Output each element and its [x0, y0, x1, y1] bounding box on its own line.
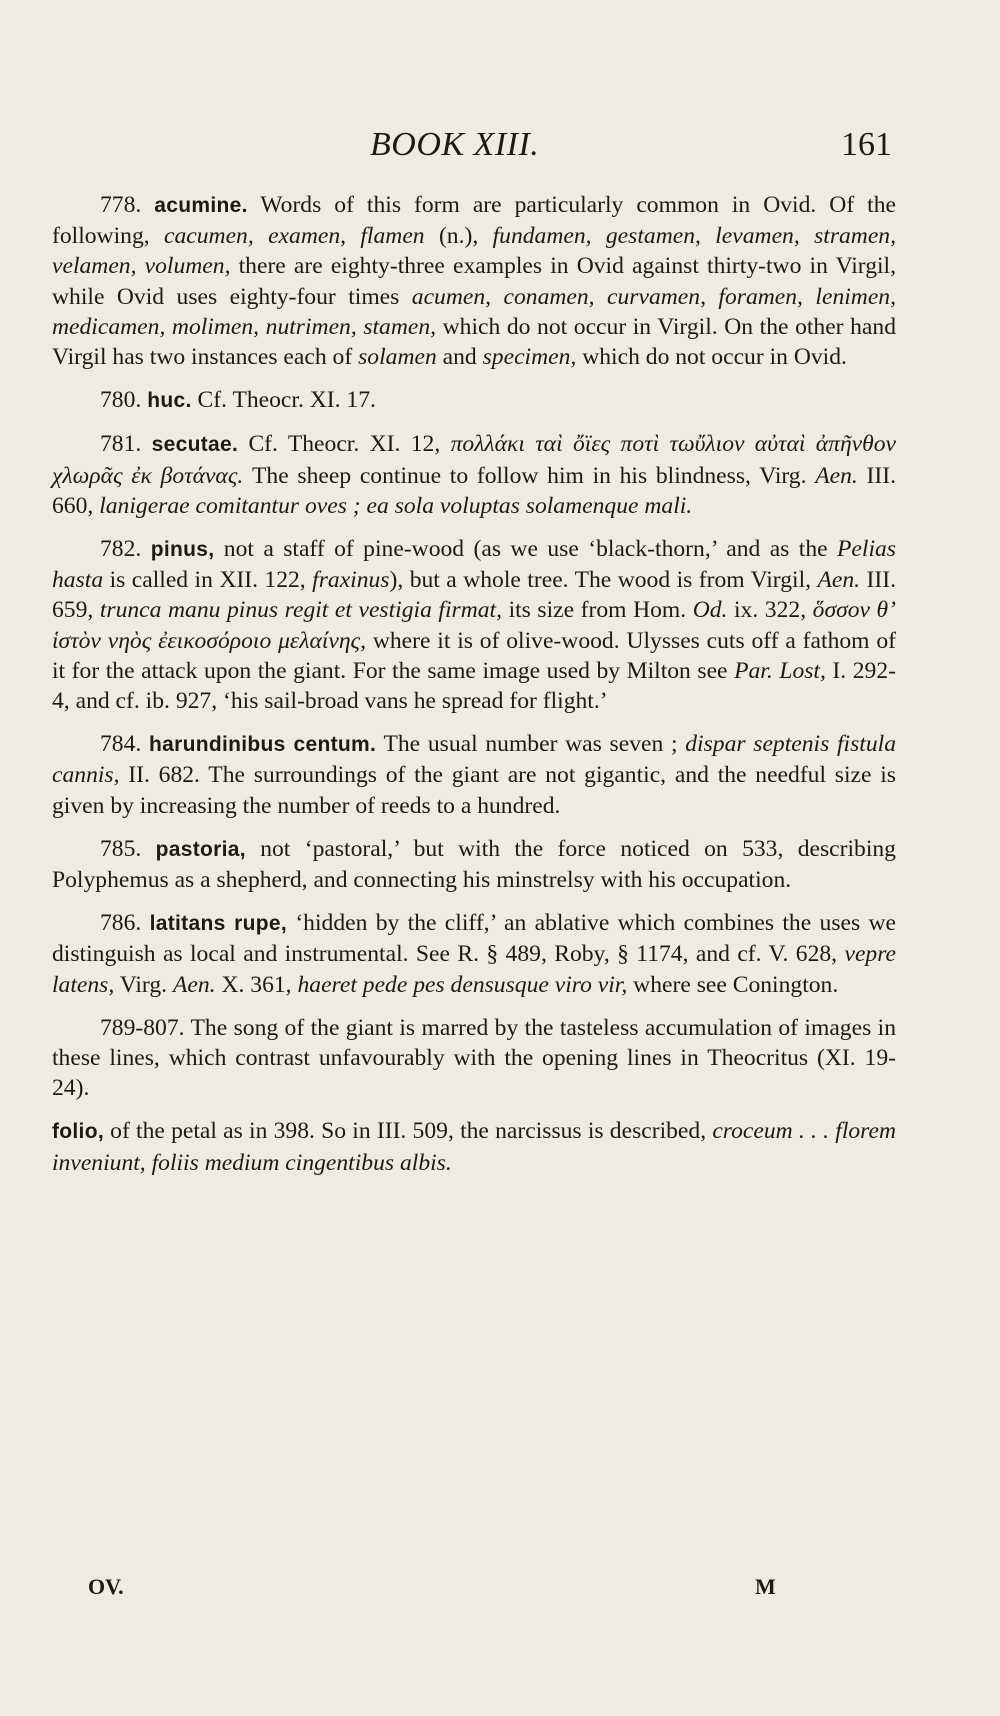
note-text: is called in XII. 122,	[103, 567, 313, 594]
note-text: Cf. Theocr. XI. 17.	[191, 387, 376, 414]
note-text: (n.),	[424, 223, 493, 250]
lemma: secutae.	[151, 433, 239, 457]
latin-quotation: vepre latens,	[52, 941, 896, 998]
commentary-note	[52, 729, 896, 821]
note-text: its size from Hom.	[502, 597, 693, 624]
lemma: pinus,	[150, 538, 215, 562]
latin-quotation: Aen.	[815, 462, 858, 489]
note-text: III. 660,	[52, 462, 896, 519]
commentary-note	[52, 429, 896, 521]
line-reference: 784.	[100, 731, 142, 758]
note-text: The song of the giant is marred by the tasteless accumulation of images in these lines, which contrast unfavourably with the opening lines in Theocritus (XI. 19-24).	[52, 1014, 896, 1102]
note-text: of the petal as in 398. So in III. 509, the narcissus is described,	[103, 1118, 713, 1145]
running-head: BOOK XIII.	[370, 126, 540, 163]
note-text: Cf. Theocr. XI. 12,	[238, 431, 451, 458]
note-text: I. 292-4, and cf. ib. 927, ‘his sail-broad vans he spread for flight.’	[52, 657, 896, 715]
latin-quotation: specimen,	[482, 344, 577, 371]
commentary-note	[52, 1116, 896, 1177]
note-text: which do not occur in Virgil. On the other hand Virgil has two instances each of	[52, 313, 896, 371]
latin-quotation: solamen	[358, 344, 437, 371]
latin-quotation: fraxinus	[312, 567, 390, 594]
note-text: X. 361,	[215, 971, 298, 998]
commentary-note	[52, 908, 896, 1000]
signature-left: OV.	[88, 1574, 124, 1599]
note-text: where see Conington.	[627, 971, 839, 998]
note-text: and	[436, 344, 483, 371]
latin-quotation: lanigerae comitantur oves ; ea sola voluptas solamenque mali.	[99, 492, 693, 519]
latin-quotation: dispar septenis fistula cannis,	[52, 731, 896, 789]
greek-quotation: πολλάκι ταὶ ὄϊες ποτὶ τωὔλιον αὐταὶ ἀπῆνθον χλωρᾶς ἐκ βοτάνας.	[52, 431, 896, 489]
note-text: Virg.	[114, 971, 173, 998]
commentary-note	[52, 1013, 896, 1104]
line-reference: 785.	[100, 835, 142, 862]
note-text: The sheep continue to follow him in his blindness, Virg.	[243, 462, 816, 489]
greek-quotation: ὅσσον θ’ ἱστὸν νηὸς ἐεικοσόροιο μελαίνης,	[52, 597, 896, 654]
lemma: latitans rupe,	[149, 912, 287, 936]
lemma: huc.	[147, 389, 192, 413]
page-number: 161	[841, 126, 892, 163]
latin-quotation: cacumen, examen, flamen	[164, 223, 425, 250]
commentary-note	[52, 534, 896, 716]
note-text: Words of this form are particularly common in Ovid. Of the following,	[52, 192, 896, 250]
latin-quotation: Aen.	[817, 567, 861, 594]
note-text: II. 682. The surroundings of the giant are not gigantic, and the needful size is given by increasing the number of reeds to a hundred.	[52, 762, 896, 819]
line-reference: 780.	[100, 387, 142, 414]
note-text: ‘hidden by the cliff,’ an ablative which combines the uses we distinguish as local and instrumental. See R. § 489, Roby, § 1174, and cf. V. 628,	[52, 910, 896, 968]
note-text: not a staff of pine-wood (as we use ‘black-thorn,’ and as the	[214, 536, 838, 563]
latin-quotation: croceum . . . florem inveniunt, foliis medium cingentibus albis.	[52, 1118, 896, 1176]
note-text: where it is of olive-wood. Ulysses cuts off a fathom of it for the attack upon the giant. For the same image used by Milton see	[52, 627, 896, 684]
note-text: III. 659,	[52, 567, 897, 624]
commentary-body	[52, 190, 896, 1191]
note-text: ), but a whole tree. The wood is from Virgil,	[389, 567, 818, 594]
latin-quotation: Pelias hasta	[52, 536, 896, 594]
latin-quotation: Par. Lost,	[734, 657, 826, 684]
latin-quotation: haeret pede pes densusque viro vir,	[297, 971, 628, 998]
lemma: acumine.	[154, 194, 248, 217]
line-reference: 781.	[100, 431, 142, 458]
note-text: which do not occur in Ovid.	[576, 344, 847, 371]
latin-quotation: trunca manu pinus regit et vestigia firmat,	[99, 597, 503, 624]
signature-right: M	[755, 1574, 776, 1599]
line-reference: 778.	[100, 192, 142, 218]
lemma: harundinibus centum.	[149, 733, 377, 757]
commentary-note	[52, 385, 896, 416]
note-text: ix. 322,	[727, 597, 813, 624]
line-reference: 786.	[100, 910, 142, 937]
page-footer	[0, 1574, 1000, 1614]
note-text: there are eighty-three examples in Ovid against thirty-two in Virgil, while Ovid uses eighty-four times	[52, 253, 897, 310]
line-reference: 789-807.	[100, 1014, 185, 1041]
latin-quotation: acumen, conamen, curvamen, foramen, lenimen, medicamen, molimen, nutrimen, stamen,	[52, 283, 896, 340]
latin-quotation: Od.	[692, 597, 728, 624]
lemma: folio,	[52, 1120, 104, 1144]
latin-quotation: fundamen, gestamen, levamen, stramen, velamen, volumen,	[52, 223, 897, 280]
latin-quotation: Aen.	[172, 971, 216, 998]
note-text: The usual number was seven ;	[376, 731, 686, 758]
commentary-note	[52, 190, 896, 372]
lemma: pastoria,	[155, 837, 246, 861]
commentary-note	[52, 834, 896, 895]
line-reference: 782.	[100, 536, 142, 563]
page-header	[0, 126, 1000, 176]
note-text: not ‘pastoral,’ but with the force noticed on 533, describing Polyphemus as a shepherd, and connecting his minstrelsy with his occupation.	[52, 835, 896, 894]
